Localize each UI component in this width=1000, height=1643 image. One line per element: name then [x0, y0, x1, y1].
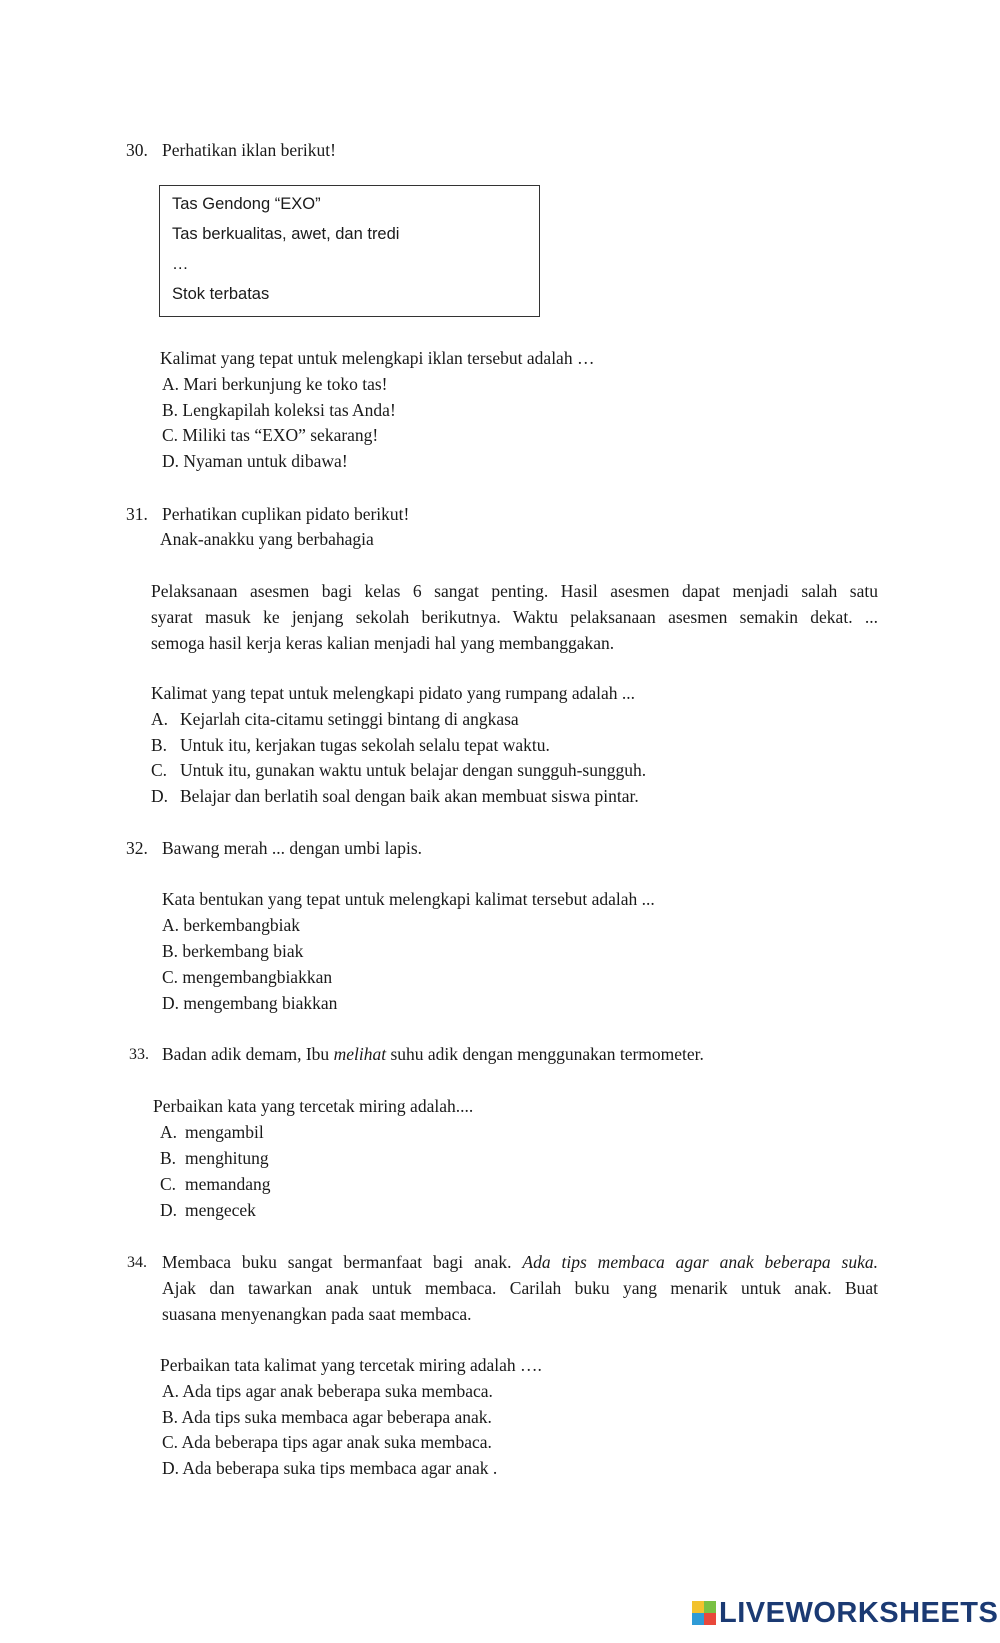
question-34-option-a[interactable]: A. Ada tips agar anak beberapa suka membaca. [162, 1381, 493, 1401]
question-31-option-a[interactable]: Kejarlah cita-citamu setinggi bintang di angkasa [180, 709, 519, 729]
logo-grid-icon [692, 1601, 716, 1625]
question-33-option-d[interactable]: mengecek [185, 1200, 256, 1220]
question-33-option-b[interactable]: menghitung [185, 1148, 269, 1168]
question-34-question: Perbaikan tata kalimat yang tercetak miring adalah …. [160, 1355, 542, 1375]
logo-text: LIVEWORKSHEETS [719, 1596, 999, 1629]
speech-line-3: semoga hasil kerja keras kalian menjadi hal yang membanggakan. [151, 633, 615, 653]
question-34-option-c[interactable]: C. Ada beberapa tips agar anak suka membaca. [162, 1432, 492, 1452]
question-31-option-b[interactable]: Untuk itu, kerjakan tugas sekolah selalu tepat waktu. [180, 735, 550, 755]
question-31-number: 31. [126, 504, 148, 524]
logo-square-4 [704, 1613, 716, 1625]
question-30-option-b[interactable]: B. Lengkapilah koleksi tas Anda! [162, 400, 396, 420]
question-31-option-b-letter: B. [151, 735, 168, 755]
question-30-prompt: Perhatikan iklan berikut! [162, 140, 336, 160]
question-32-option-b[interactable]: B. berkembang biak [162, 941, 304, 961]
question-30-option-d[interactable]: D. Nyaman untuk dibawa! [162, 451, 348, 471]
advertisement-box [159, 185, 540, 317]
logo-square-2 [704, 1601, 716, 1613]
question-31-option-a-letter: A. [151, 709, 169, 729]
question-33-option-d-letter: D. [160, 1200, 178, 1220]
question-31-option-d[interactable]: Belajar dan berlatih soal dengan baik akan membuat siswa pintar. [180, 786, 639, 806]
question-33-option-b-letter: B. [160, 1148, 177, 1168]
question-34-italic-sentence: Ada tips membaca agar anak beberapa suka. [522, 1252, 878, 1272]
question-32-option-c[interactable]: C. mengembangbiakkan [162, 967, 333, 987]
ad-line-1: Tas Gendong “EXO” [172, 195, 321, 213]
question-34-option-b[interactable]: B. Ada tips suka membaca agar beberapa anak. [162, 1407, 492, 1427]
question-33-number: 33. [129, 1046, 149, 1063]
ad-line-3: … [172, 255, 189, 273]
question-32-option-d[interactable]: D. mengembang biakkan [162, 993, 338, 1013]
question-33-prompt [162, 1042, 704, 1066]
question-31-option-c-letter: C. [151, 760, 168, 780]
question-34-line-2: Ajak dan tawarkan anak untuk membaca. Carilah buku yang menarik untuk anak. Buat [162, 1278, 878, 1298]
question-30-option-a[interactable]: A. Mari berkunjung ke toko tas! [162, 374, 388, 394]
liveworksheets-logo [692, 1596, 998, 1630]
question-33-prompt-before: Badan adik demam, Ibu [162, 1044, 334, 1064]
question-30-question: Kalimat yang tepat untuk melengkapi iklan tersebut adalah … [160, 348, 595, 368]
question-30-number: 30. [126, 140, 148, 160]
question-32-number: 32. [126, 838, 148, 858]
question-33-option-a[interactable]: mengambil [185, 1122, 264, 1142]
question-32-question: Kata bentukan yang tepat untuk melengkapi kalimat tersebut adalah ... [162, 889, 655, 909]
question-31-option-d-letter: D. [151, 786, 169, 806]
logo-square-3 [692, 1613, 704, 1625]
question-34-option-d[interactable]: D. Ada beberapa suka tips membaca agar anak . [162, 1458, 498, 1478]
question-31-question: Kalimat yang tepat untuk melengkapi pidato yang rumpang adalah ... [151, 683, 636, 703]
question-33-option-c-letter: C. [160, 1174, 177, 1194]
question-34-line-1 [162, 1249, 878, 1275]
question-31-prompt: Perhatikan cuplikan pidato berikut! [162, 504, 410, 524]
question-31-option-c[interactable]: Untuk itu, gunakan waktu untuk belajar dengan sungguh-sungguh. [180, 760, 647, 780]
speech-line-1: Pelaksanaan asesmen bagi kelas 6 sangat penting. Hasil asesmen dapat menjadi salah satu [151, 581, 878, 601]
question-30-option-c[interactable]: C. Miliki tas “EXO” sekarang! [162, 425, 379, 445]
logo-square-1 [692, 1601, 704, 1613]
speech-excerpt [151, 578, 878, 656]
question-32-option-a[interactable]: A. berkembangbiak [162, 915, 301, 935]
question-33-prompt-after: suhu adik dengan menggunakan termometer. [386, 1044, 704, 1064]
ad-line-2: Tas berkualitas, awet, dan tredi [172, 225, 400, 243]
question-34-line-1-normal: Membaca buku sangat bermanfaat bagi anak. [162, 1252, 523, 1272]
question-33-option-a-letter: A. [160, 1122, 178, 1142]
ad-line-4: Stok terbatas [172, 285, 270, 303]
speech-line-2: syarat masuk ke jenjang sekolah berikutnya. Waktu pelaksanaan asesmen semakin dekat. ... [151, 607, 878, 627]
question-34-passage [162, 1249, 878, 1327]
question-33-italic-word: melihat [333, 1044, 387, 1064]
question-34-number: 34. [127, 1254, 147, 1271]
question-32-prompt: Bawang merah ... dengan umbi lapis. [162, 838, 423, 858]
speech-greeting: Anak-anakku yang berbahagia [160, 529, 374, 549]
question-34-line-3: suasana menyenangkan pada saat membaca. [162, 1304, 472, 1324]
question-33-option-c[interactable]: memandang [185, 1174, 271, 1194]
question-33-question: Perbaikan kata yang tercetak miring adalah.... [153, 1096, 474, 1116]
